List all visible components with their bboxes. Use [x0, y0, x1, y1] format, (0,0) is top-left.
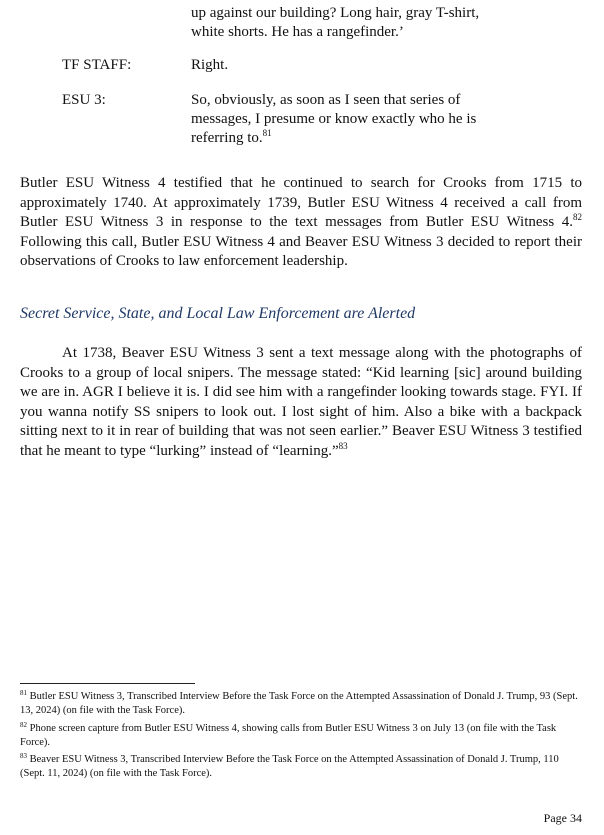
body-paragraph-1 [20, 174, 582, 272]
transcript-speech-tf-staff: Right. [191, 57, 229, 73]
body-paragraph-2 [20, 344, 582, 461]
footnote-83 [20, 753, 582, 781]
transcript-speech-esu3 [191, 91, 511, 148]
transcript-speaker-tf-staff: TF STAFF: [62, 57, 132, 73]
footnote-text: Beaver ESU Witness 3, Transcribed Interview Before the Task Force on the Attempted Assassination of Donald J. Trump, 110 (Sept. 11, 2024) (on file with the Task Force). [20, 754, 559, 779]
paragraph-1-text-after: Following this call, Butler ESU Witness 4 and Beaver ESU Witness 3 decided to report their observations of Crooks to law enforcement leadership. [20, 233, 582, 269]
transcript-continued-text: up against our building? Long hair, gray T-shirt, white shorts. He has a rangefinder.’ [191, 5, 480, 40]
footnote-number: 83 [20, 752, 27, 760]
transcript-speaker-esu3: ESU 3: [62, 92, 106, 108]
footnote-number: 82 [20, 721, 27, 729]
footnote-81 [20, 690, 582, 718]
paragraph-2-text: At 1738, Beaver ESU Witness 3 sent a text message along with the photographs of Crooks to a group of local snipers. The message stated: “Kid learning [sic] around building we are in. AGR I believe it is. I did see him with a rangefinder looking towards stage. FYI. If you wanna notify SS snipers to look out. I lost sight of him. Also a bike with a backpack sitting next to it in rear of building that was not seen earlier.” Beaver ESU Witness 3 testified that he meant to type “lurking” instead of “learning.” [20, 345, 582, 459]
footnote-ref-81[interactable]: 81 [262, 128, 272, 138]
section-heading: Secret Service, State, and Local Law Enforcement are Alerted [20, 305, 416, 322]
footnote-ref-82[interactable]: 82 [573, 212, 582, 222]
footnote-ref-83[interactable]: 83 [338, 440, 348, 451]
footnote-82 [20, 722, 582, 750]
footnote-divider [20, 683, 195, 684]
footnote-number: 81 [20, 689, 27, 697]
footnote-text: Phone screen capture from Butler ESU Witness 4, showing calls from Butler ESU Witness 3 on July 13 (on file with the Task Force). [20, 723, 557, 748]
page-number: Page 34 [543, 811, 582, 825]
footnote-text: Butler ESU Witness 3, Transcribed Interview Before the Task Force on the Attempted Assassination of Donald J. Trump, 93 (Sept. 13, 2024) (on file with the Task Force). [20, 691, 578, 716]
paragraph-1-text: Butler ESU Witness 4 testified that he continued to search for Crooks from 1715 to approximately 1740. At approximately 1739, Butler ESU Witness 4 received a call from Butler ESU Witness 3 in response to the text messages from Butler ESU Witness 4. [20, 175, 582, 230]
transcript-speech-esu3-text: So, obviously, as soon as I seen that series of messages, I presume or know exactly who he is referring to. [191, 92, 477, 146]
